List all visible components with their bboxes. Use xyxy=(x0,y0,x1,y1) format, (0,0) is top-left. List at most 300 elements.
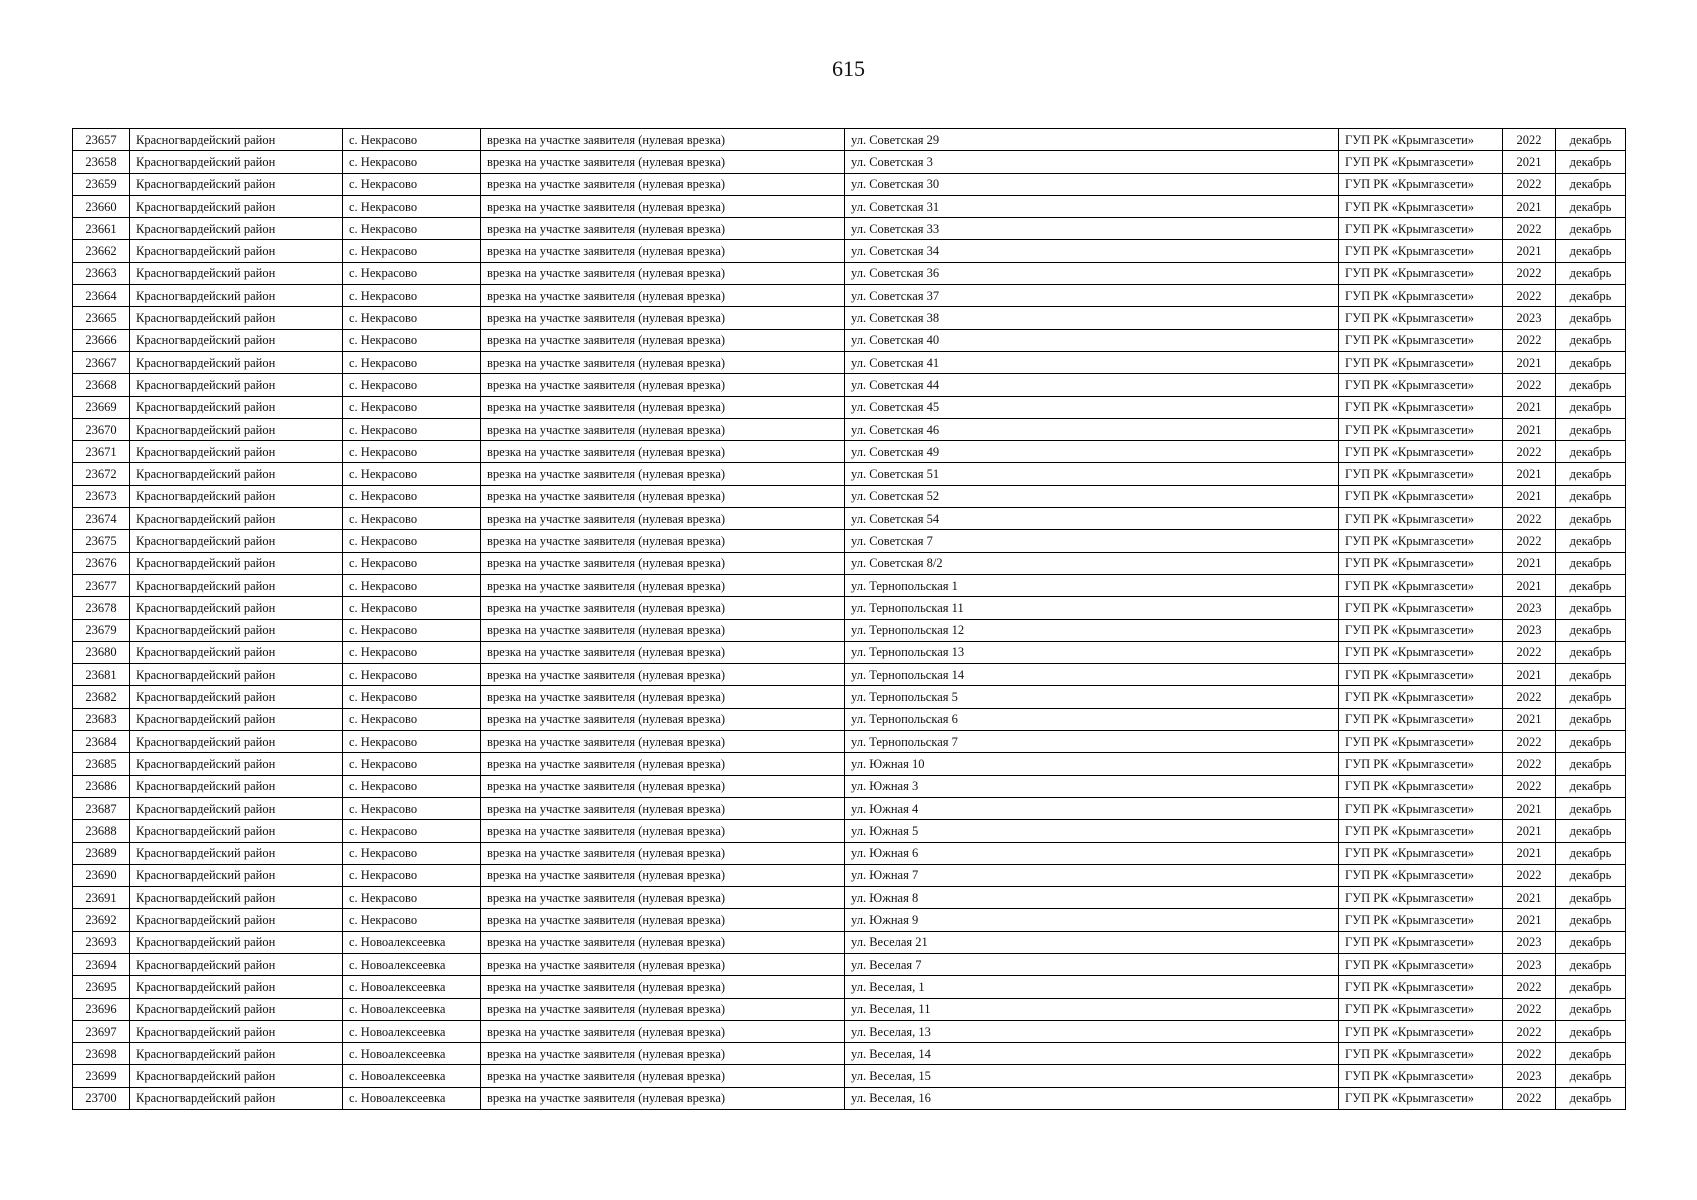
row-number-cell: 23688 xyxy=(73,820,130,842)
table-row xyxy=(73,708,1626,730)
district-cell: Красногвардейский район xyxy=(130,686,343,708)
address-cell: ул. Южная 9 xyxy=(845,909,1339,931)
table-row xyxy=(73,285,1626,307)
table-row xyxy=(73,329,1626,351)
settlement-cell: с. Некрасово xyxy=(343,619,481,641)
work-type-cell: врезка на участке заявителя (нулевая врезка) xyxy=(481,909,845,931)
month-cell: декабрь xyxy=(1556,909,1626,931)
organization-cell: ГУП РК «Крымгазсети» xyxy=(1339,129,1503,151)
settlement-cell: с. Некрасово xyxy=(343,731,481,753)
month-cell: декабрь xyxy=(1556,731,1626,753)
settlement-cell: с. Некрасово xyxy=(343,129,481,151)
year-cell: 2021 xyxy=(1503,664,1556,686)
address-cell: ул. Советская 41 xyxy=(845,351,1339,373)
organization-cell: ГУП РК «Крымгазсети» xyxy=(1339,530,1503,552)
organization-cell: ГУП РК «Крымгазсети» xyxy=(1339,396,1503,418)
table-row xyxy=(73,686,1626,708)
district-cell: Красногвардейский район xyxy=(130,240,343,262)
year-cell: 2022 xyxy=(1503,441,1556,463)
address-cell: ул. Советская 38 xyxy=(845,307,1339,329)
district-cell: Красногвардейский район xyxy=(130,129,343,151)
row-number-cell: 23679 xyxy=(73,619,130,641)
month-cell: декабрь xyxy=(1556,976,1626,998)
organization-cell: ГУП РК «Крымгазсети» xyxy=(1339,820,1503,842)
district-cell: Красногвардейский район xyxy=(130,285,343,307)
row-number-cell: 23672 xyxy=(73,463,130,485)
month-cell: декабрь xyxy=(1556,530,1626,552)
year-cell: 2021 xyxy=(1503,887,1556,909)
work-type-cell: врезка на участке заявителя (нулевая врезка) xyxy=(481,463,845,485)
district-cell: Красногвардейский район xyxy=(130,998,343,1020)
table-row xyxy=(73,351,1626,373)
district-cell: Красногвардейский район xyxy=(130,708,343,730)
work-type-cell: врезка на участке заявителя (нулевая врезка) xyxy=(481,953,845,975)
year-cell: 2022 xyxy=(1503,686,1556,708)
organization-cell: ГУП РК «Крымгазсети» xyxy=(1339,931,1503,953)
row-number-cell: 23663 xyxy=(73,262,130,284)
address-cell: ул. Советская 45 xyxy=(845,396,1339,418)
address-cell: ул. Советская 44 xyxy=(845,374,1339,396)
row-number-cell: 23685 xyxy=(73,753,130,775)
row-number-cell: 23673 xyxy=(73,485,130,507)
table-row xyxy=(73,396,1626,418)
address-cell: ул. Советская 3 xyxy=(845,151,1339,173)
work-type-cell: врезка на участке заявителя (нулевая врезка) xyxy=(481,307,845,329)
table-row xyxy=(73,931,1626,953)
work-type-cell: врезка на участке заявителя (нулевая врезка) xyxy=(481,151,845,173)
settlement-cell: с. Некрасово xyxy=(343,909,481,931)
address-cell: ул. Тернопольская 12 xyxy=(845,619,1339,641)
work-type-cell: врезка на участке заявителя (нулевая врезка) xyxy=(481,508,845,530)
district-cell: Красногвардейский район xyxy=(130,441,343,463)
year-cell: 2021 xyxy=(1503,418,1556,440)
district-cell: Красногвардейский район xyxy=(130,351,343,373)
settlement-cell: с. Новоалексеевка xyxy=(343,953,481,975)
address-cell: ул. Советская 36 xyxy=(845,262,1339,284)
address-cell: ул. Веселая, 11 xyxy=(845,998,1339,1020)
month-cell: декабрь xyxy=(1556,597,1626,619)
settlement-cell: с. Новоалексеевка xyxy=(343,1087,481,1109)
year-cell: 2021 xyxy=(1503,708,1556,730)
row-number-cell: 23667 xyxy=(73,351,130,373)
year-cell: 2022 xyxy=(1503,262,1556,284)
settlement-cell: с. Некрасово xyxy=(343,351,481,373)
address-cell: ул. Южная 7 xyxy=(845,864,1339,886)
month-cell: декабрь xyxy=(1556,1043,1626,1065)
settlement-cell: с. Некрасово xyxy=(343,753,481,775)
district-cell: Красногвардейский район xyxy=(130,887,343,909)
organization-cell: ГУП РК «Крымгазсети» xyxy=(1339,597,1503,619)
month-cell: декабрь xyxy=(1556,173,1626,195)
address-cell: ул. Веселая, 13 xyxy=(845,1020,1339,1042)
organization-cell: ГУП РК «Крымгазсети» xyxy=(1339,619,1503,641)
month-cell: декабрь xyxy=(1556,151,1626,173)
work-type-cell: врезка на участке заявителя (нулевая врезка) xyxy=(481,485,845,507)
month-cell: декабрь xyxy=(1556,307,1626,329)
year-cell: 2022 xyxy=(1503,129,1556,151)
month-cell: декабрь xyxy=(1556,351,1626,373)
month-cell: декабрь xyxy=(1556,195,1626,217)
year-cell: 2021 xyxy=(1503,151,1556,173)
address-cell: ул. Советская 34 xyxy=(845,240,1339,262)
address-cell: ул. Веселая, 1 xyxy=(845,976,1339,998)
year-cell: 2023 xyxy=(1503,307,1556,329)
month-cell: декабрь xyxy=(1556,285,1626,307)
address-cell: ул. Южная 8 xyxy=(845,887,1339,909)
work-type-cell: врезка на участке заявителя (нулевая врезка) xyxy=(481,797,845,819)
table-row xyxy=(73,775,1626,797)
settlement-cell: с. Некрасово xyxy=(343,842,481,864)
table-row xyxy=(73,797,1626,819)
address-cell: ул. Южная 4 xyxy=(845,797,1339,819)
settlement-cell: с. Некрасово xyxy=(343,173,481,195)
table-row xyxy=(73,597,1626,619)
district-cell: Красногвардейский район xyxy=(130,1043,343,1065)
year-cell: 2021 xyxy=(1503,240,1556,262)
district-cell: Красногвардейский район xyxy=(130,842,343,864)
row-number-cell: 23681 xyxy=(73,664,130,686)
settlement-cell: с. Новоалексеевка xyxy=(343,1043,481,1065)
settlement-cell: с. Новоалексеевка xyxy=(343,976,481,998)
organization-cell: ГУП РК «Крымгазсети» xyxy=(1339,686,1503,708)
district-cell: Красногвардейский район xyxy=(130,976,343,998)
row-number-cell: 23696 xyxy=(73,998,130,1020)
year-cell: 2021 xyxy=(1503,396,1556,418)
district-cell: Красногвардейский район xyxy=(130,151,343,173)
year-cell: 2021 xyxy=(1503,574,1556,596)
work-type-cell: врезка на участке заявителя (нулевая врезка) xyxy=(481,820,845,842)
year-cell: 2021 xyxy=(1503,195,1556,217)
address-cell: ул. Советская 54 xyxy=(845,508,1339,530)
organization-cell: ГУП РК «Крымгазсети» xyxy=(1339,508,1503,530)
settlement-cell: с. Некрасово xyxy=(343,463,481,485)
month-cell: декабрь xyxy=(1556,262,1626,284)
month-cell: декабрь xyxy=(1556,1020,1626,1042)
district-cell: Красногвардейский район xyxy=(130,909,343,931)
table-row xyxy=(73,441,1626,463)
district-cell: Красногвардейский район xyxy=(130,530,343,552)
address-cell: ул. Советская 40 xyxy=(845,329,1339,351)
row-number-cell: 23699 xyxy=(73,1065,130,1087)
row-number-cell: 23693 xyxy=(73,931,130,953)
work-type-cell: врезка на участке заявителя (нулевая врезка) xyxy=(481,664,845,686)
month-cell: декабрь xyxy=(1556,887,1626,909)
table-row xyxy=(73,887,1626,909)
year-cell: 2022 xyxy=(1503,218,1556,240)
table-row xyxy=(73,240,1626,262)
work-type-cell: врезка на участке заявителя (нулевая врезка) xyxy=(481,195,845,217)
district-cell: Красногвардейский район xyxy=(130,552,343,574)
organization-cell: ГУП РК «Крымгазсети» xyxy=(1339,374,1503,396)
month-cell: декабрь xyxy=(1556,820,1626,842)
organization-cell: ГУП РК «Крымгазсети» xyxy=(1339,1020,1503,1042)
month-cell: декабрь xyxy=(1556,418,1626,440)
table-row xyxy=(73,909,1626,931)
settlement-cell: с. Некрасово xyxy=(343,418,481,440)
district-cell: Красногвардейский район xyxy=(130,1020,343,1042)
row-number-cell: 23682 xyxy=(73,686,130,708)
district-cell: Красногвардейский район xyxy=(130,820,343,842)
month-cell: декабрь xyxy=(1556,864,1626,886)
work-type-cell: врезка на участке заявителя (нулевая врезка) xyxy=(481,775,845,797)
table-row xyxy=(73,619,1626,641)
month-cell: декабрь xyxy=(1556,842,1626,864)
row-number-cell: 23684 xyxy=(73,731,130,753)
row-number-cell: 23666 xyxy=(73,329,130,351)
address-cell: ул. Веселая, 15 xyxy=(845,1065,1339,1087)
year-cell: 2023 xyxy=(1503,1065,1556,1087)
organization-cell: ГУП РК «Крымгазсети» xyxy=(1339,418,1503,440)
row-number-cell: 23660 xyxy=(73,195,130,217)
table-row xyxy=(73,508,1626,530)
month-cell: декабрь xyxy=(1556,931,1626,953)
row-number-cell: 23674 xyxy=(73,508,130,530)
row-number-cell: 23687 xyxy=(73,797,130,819)
row-number-cell: 23700 xyxy=(73,1087,130,1109)
row-number-cell: 23690 xyxy=(73,864,130,886)
month-cell: декабрь xyxy=(1556,441,1626,463)
work-type-cell: врезка на участке заявителя (нулевая врезка) xyxy=(481,1087,845,1109)
work-type-cell: врезка на участке заявителя (нулевая врезка) xyxy=(481,619,845,641)
table-row xyxy=(73,463,1626,485)
row-number-cell: 23671 xyxy=(73,441,130,463)
month-cell: декабрь xyxy=(1556,664,1626,686)
organization-cell: ГУП РК «Крымгазсети» xyxy=(1339,218,1503,240)
table-row xyxy=(73,641,1626,663)
table-row xyxy=(73,173,1626,195)
organization-cell: ГУП РК «Крымгазсети» xyxy=(1339,998,1503,1020)
organization-cell: ГУП РК «Крымгазсети» xyxy=(1339,664,1503,686)
month-cell: декабрь xyxy=(1556,775,1626,797)
settlement-cell: с. Некрасово xyxy=(343,686,481,708)
district-cell: Красногвардейский район xyxy=(130,463,343,485)
year-cell: 2022 xyxy=(1503,173,1556,195)
address-cell: ул. Советская 31 xyxy=(845,195,1339,217)
settlement-cell: с. Некрасово xyxy=(343,396,481,418)
year-cell: 2022 xyxy=(1503,374,1556,396)
month-cell: декабрь xyxy=(1556,552,1626,574)
table-row xyxy=(73,530,1626,552)
work-type-cell: врезка на участке заявителя (нулевая врезка) xyxy=(481,218,845,240)
year-cell: 2021 xyxy=(1503,909,1556,931)
organization-cell: ГУП РК «Крымгазсети» xyxy=(1339,731,1503,753)
row-number-cell: 23676 xyxy=(73,552,130,574)
year-cell: 2022 xyxy=(1503,285,1556,307)
organization-cell: ГУП РК «Крымгазсети» xyxy=(1339,151,1503,173)
work-type-cell: врезка на участке заявителя (нулевая врезка) xyxy=(481,864,845,886)
address-cell: ул. Советская 46 xyxy=(845,418,1339,440)
organization-cell: ГУП РК «Крымгазсети» xyxy=(1339,552,1503,574)
year-cell: 2022 xyxy=(1503,1020,1556,1042)
district-cell: Красногвардейский район xyxy=(130,864,343,886)
work-type-cell: врезка на участке заявителя (нулевая врезка) xyxy=(481,530,845,552)
table-row xyxy=(73,976,1626,998)
settlement-cell: с. Некрасово xyxy=(343,307,481,329)
year-cell: 2022 xyxy=(1503,1043,1556,1065)
month-cell: декабрь xyxy=(1556,374,1626,396)
row-number-cell: 23695 xyxy=(73,976,130,998)
district-cell: Красногвардейский район xyxy=(130,418,343,440)
year-cell: 2021 xyxy=(1503,797,1556,819)
table-row xyxy=(73,151,1626,173)
table-row xyxy=(73,374,1626,396)
organization-cell: ГУП РК «Крымгазсети» xyxy=(1339,842,1503,864)
row-number-cell: 23661 xyxy=(73,218,130,240)
work-type-cell: врезка на участке заявителя (нулевая врезка) xyxy=(481,351,845,373)
year-cell: 2022 xyxy=(1503,508,1556,530)
row-number-cell: 23665 xyxy=(73,307,130,329)
month-cell: декабрь xyxy=(1556,396,1626,418)
work-type-cell: врезка на участке заявителя (нулевая врезка) xyxy=(481,686,845,708)
organization-cell: ГУП РК «Крымгазсети» xyxy=(1339,307,1503,329)
district-cell: Красногвардейский район xyxy=(130,173,343,195)
year-cell: 2021 xyxy=(1503,351,1556,373)
row-number-cell: 23698 xyxy=(73,1043,130,1065)
organization-cell: ГУП РК «Крымгазсети» xyxy=(1339,909,1503,931)
address-cell: ул. Тернопольская 14 xyxy=(845,664,1339,686)
address-cell: ул. Тернопольская 13 xyxy=(845,641,1339,663)
year-cell: 2023 xyxy=(1503,931,1556,953)
address-cell: ул. Веселая 7 xyxy=(845,953,1339,975)
settlement-cell: с. Некрасово xyxy=(343,151,481,173)
settlement-cell: с. Некрасово xyxy=(343,329,481,351)
work-type-cell: врезка на участке заявителя (нулевая врезка) xyxy=(481,396,845,418)
year-cell: 2022 xyxy=(1503,530,1556,552)
settlement-cell: с. Некрасово xyxy=(343,797,481,819)
table-row xyxy=(73,307,1626,329)
row-number-cell: 23680 xyxy=(73,641,130,663)
row-number-cell: 23692 xyxy=(73,909,130,931)
work-type-cell: врезка на участке заявителя (нулевая врезка) xyxy=(481,842,845,864)
table-row xyxy=(73,1043,1626,1065)
table-row xyxy=(73,218,1626,240)
work-type-cell: врезка на участке заявителя (нулевая врезка) xyxy=(481,1020,845,1042)
address-cell: ул. Советская 51 xyxy=(845,463,1339,485)
year-cell: 2022 xyxy=(1503,864,1556,886)
district-cell: Красногвардейский район xyxy=(130,931,343,953)
year-cell: 2021 xyxy=(1503,552,1556,574)
address-cell: ул. Советская 29 xyxy=(845,129,1339,151)
organization-cell: ГУП РК «Крымгазсети» xyxy=(1339,1065,1503,1087)
row-number-cell: 23677 xyxy=(73,574,130,596)
month-cell: декабрь xyxy=(1556,329,1626,351)
month-cell: декабрь xyxy=(1556,998,1626,1020)
year-cell: 2021 xyxy=(1503,463,1556,485)
settlement-cell: с. Новоалексеевка xyxy=(343,1020,481,1042)
organization-cell: ГУП РК «Крымгазсети» xyxy=(1339,173,1503,195)
month-cell: декабрь xyxy=(1556,240,1626,262)
month-cell: декабрь xyxy=(1556,574,1626,596)
year-cell: 2021 xyxy=(1503,485,1556,507)
month-cell: декабрь xyxy=(1556,797,1626,819)
row-number-cell: 23694 xyxy=(73,953,130,975)
address-cell: ул. Советская 49 xyxy=(845,441,1339,463)
settlement-cell: с. Некрасово xyxy=(343,820,481,842)
settlement-cell: с. Некрасово xyxy=(343,218,481,240)
settlement-cell: с. Некрасово xyxy=(343,887,481,909)
settlement-cell: с. Некрасово xyxy=(343,864,481,886)
organization-cell: ГУП РК «Крымгазсети» xyxy=(1339,262,1503,284)
table-row xyxy=(73,1020,1626,1042)
work-type-cell: врезка на участке заявителя (нулевая врезка) xyxy=(481,641,845,663)
row-number-cell: 23691 xyxy=(73,887,130,909)
address-cell: ул. Советская 30 xyxy=(845,173,1339,195)
address-cell: ул. Южная 3 xyxy=(845,775,1339,797)
district-cell: Красногвардейский район xyxy=(130,797,343,819)
year-cell: 2022 xyxy=(1503,731,1556,753)
month-cell: декабрь xyxy=(1556,619,1626,641)
work-type-cell: врезка на участке заявителя (нулевая врезка) xyxy=(481,887,845,909)
work-type-cell: врезка на участке заявителя (нулевая врезка) xyxy=(481,1065,845,1087)
work-type-cell: врезка на участке заявителя (нулевая врезка) xyxy=(481,418,845,440)
settlement-cell: с. Некрасово xyxy=(343,775,481,797)
organization-cell: ГУП РК «Крымгазсети» xyxy=(1339,1087,1503,1109)
table-row xyxy=(73,195,1626,217)
district-cell: Красногвардейский район xyxy=(130,262,343,284)
settlement-cell: с. Некрасово xyxy=(343,708,481,730)
organization-cell: ГУП РК «Крымгазсети» xyxy=(1339,441,1503,463)
work-type-cell: врезка на участке заявителя (нулевая врезка) xyxy=(481,552,845,574)
settlement-cell: с. Некрасово xyxy=(343,574,481,596)
address-cell: ул. Веселая, 16 xyxy=(845,1087,1339,1109)
district-cell: Красногвардейский район xyxy=(130,775,343,797)
organization-cell: ГУП РК «Крымгазсети» xyxy=(1339,195,1503,217)
organization-cell: ГУП РК «Крымгазсети» xyxy=(1339,574,1503,596)
address-cell: ул. Советская 52 xyxy=(845,485,1339,507)
work-type-cell: врезка на участке заявителя (нулевая врезка) xyxy=(481,129,845,151)
row-number-cell: 23669 xyxy=(73,396,130,418)
page-number: 615 xyxy=(832,56,865,81)
settlement-cell: с. Некрасово xyxy=(343,441,481,463)
row-number-cell: 23659 xyxy=(73,173,130,195)
table-row xyxy=(73,842,1626,864)
month-cell: декабрь xyxy=(1556,686,1626,708)
organization-cell: ГУП РК «Крымгазсети» xyxy=(1339,753,1503,775)
district-cell: Красногвардейский район xyxy=(130,731,343,753)
district-cell: Красногвардейский район xyxy=(130,195,343,217)
settlement-cell: с. Некрасово xyxy=(343,530,481,552)
month-cell: декабрь xyxy=(1556,753,1626,775)
settlement-cell: с. Некрасово xyxy=(343,641,481,663)
district-cell: Красногвардейский район xyxy=(130,218,343,240)
year-cell: 2023 xyxy=(1503,619,1556,641)
year-cell: 2022 xyxy=(1503,329,1556,351)
organization-cell: ГУП РК «Крымгазсети» xyxy=(1339,351,1503,373)
district-cell: Красногвардейский район xyxy=(130,307,343,329)
month-cell: декабрь xyxy=(1556,953,1626,975)
organization-cell: ГУП РК «Крымгазсети» xyxy=(1339,797,1503,819)
work-type-cell: врезка на участке заявителя (нулевая врезка) xyxy=(481,574,845,596)
work-type-cell: врезка на участке заявителя (нулевая врезка) xyxy=(481,597,845,619)
year-cell: 2022 xyxy=(1503,1087,1556,1109)
address-cell: ул. Южная 10 xyxy=(845,753,1339,775)
work-type-cell: врезка на участке заявителя (нулевая врезка) xyxy=(481,240,845,262)
district-cell: Красногвардейский район xyxy=(130,396,343,418)
month-cell: декабрь xyxy=(1556,463,1626,485)
district-cell: Красногвардейский район xyxy=(130,953,343,975)
table-row xyxy=(73,1065,1626,1087)
row-number-cell: 23664 xyxy=(73,285,130,307)
address-cell: ул. Тернопольская 5 xyxy=(845,686,1339,708)
district-cell: Красногвардейский район xyxy=(130,485,343,507)
district-cell: Красногвардейский район xyxy=(130,574,343,596)
registry-table xyxy=(72,128,1626,1110)
work-type-cell: врезка на участке заявителя (нулевая врезка) xyxy=(481,731,845,753)
row-number-cell: 23686 xyxy=(73,775,130,797)
table-row xyxy=(73,418,1626,440)
year-cell: 2022 xyxy=(1503,753,1556,775)
settlement-cell: с. Некрасово xyxy=(343,195,481,217)
